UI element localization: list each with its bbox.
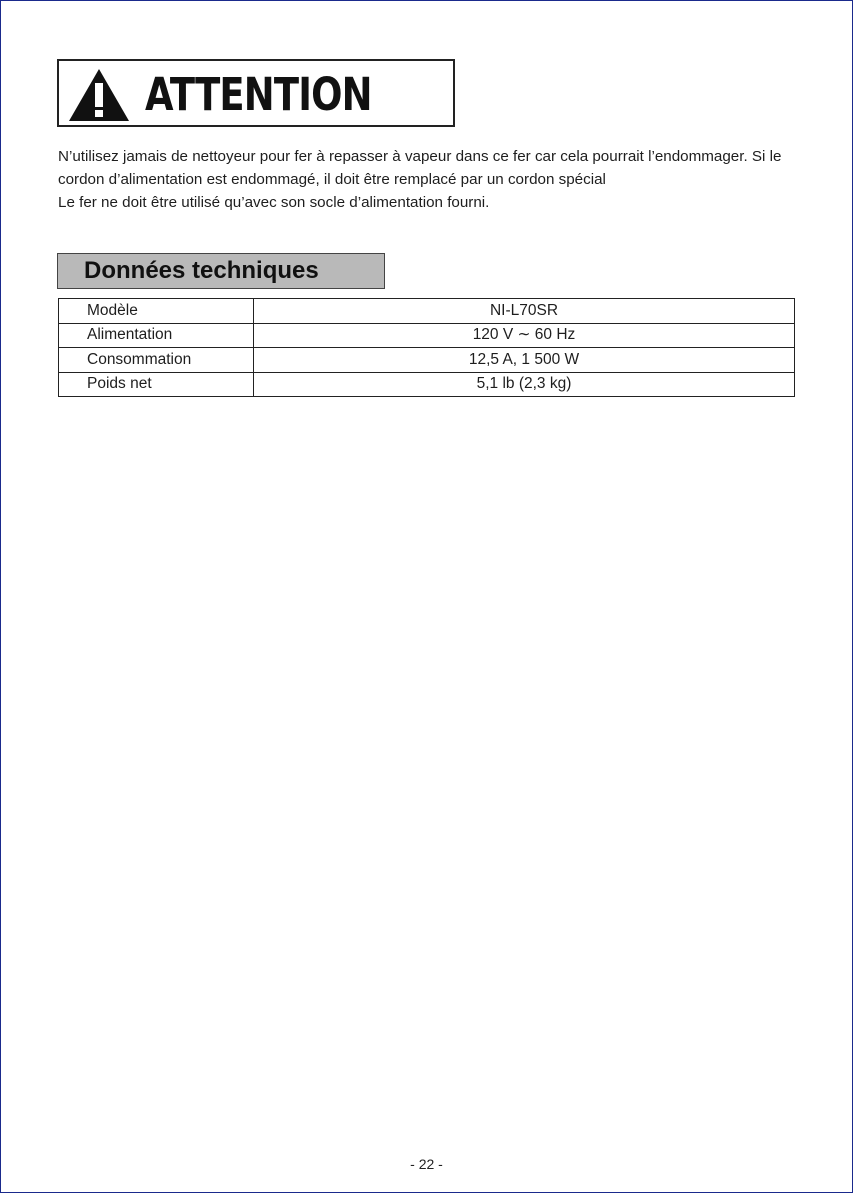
table-row [59, 299, 795, 324]
warning-paragraph: N’utilisez jamais de nettoyeur pour fer à repasser à vapeur dans ce fer car cela pourrait l’endommager. Si le cordon d’alimentation est endommagé, il doit être remplacé par un cordon spécial [58, 148, 782, 188]
spec-label: Modèle [59, 299, 254, 324]
spec-table [58, 298, 795, 397]
page-number: - 22 - [410, 1156, 443, 1172]
spec-value: NI-L70SR [254, 299, 795, 324]
section-header [57, 253, 385, 289]
attention-banner [57, 59, 455, 127]
table-row [59, 348, 795, 373]
spec-label: Alimentation [59, 323, 254, 348]
table-row [59, 372, 795, 397]
spec-label: Consommation [59, 348, 254, 373]
spec-label: Poids net [59, 372, 254, 397]
table-row [59, 323, 795, 348]
spec-value: 5,1 lb (2,3 kg) [254, 372, 795, 397]
warning-text [58, 145, 798, 214]
section-title: Données techniques [84, 257, 319, 284]
warning-paragraph: Le fer ne doit être utilisé qu’avec son socle d’alimentation fourni. [58, 194, 490, 211]
attention-title: ATTENTION [145, 68, 372, 121]
spec-value: 120 V ∼ 60 Hz [254, 323, 795, 348]
warning-triangle-icon [67, 67, 131, 123]
spec-value: 12,5 A, 1 500 W [254, 348, 795, 373]
